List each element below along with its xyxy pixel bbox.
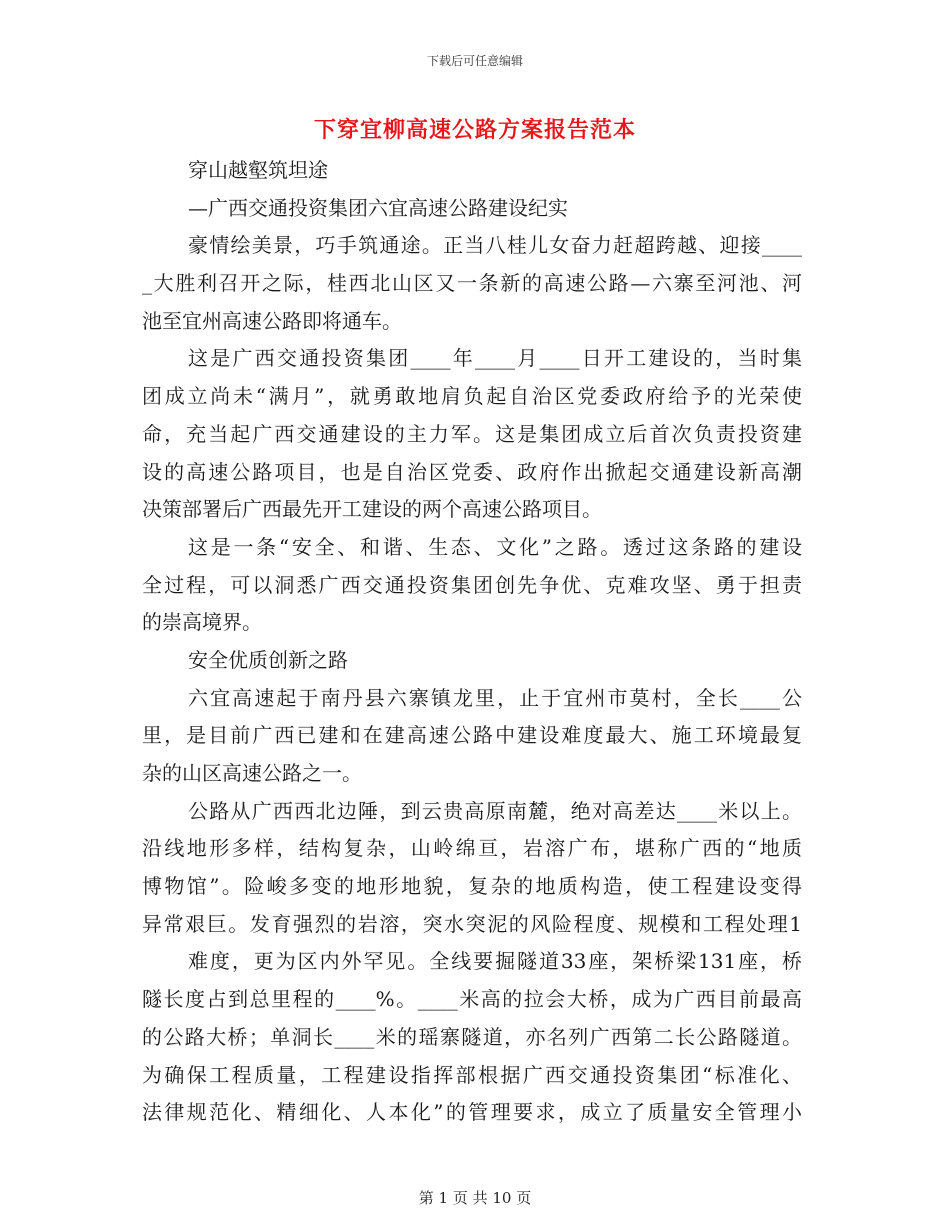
paragraph-line: 豪情绘美景，巧手筑通途。正当八桂儿女奋力赶超跨越、迎接____ bbox=[188, 233, 802, 258]
paragraph-line: 博物馆”。险峻多变的地形地貌，复杂的地质构造，使工程建设变得 bbox=[142, 874, 802, 899]
document-body bbox=[142, 152, 802, 1132]
section-heading: 安全优质创新之路 bbox=[188, 647, 348, 672]
paragraph-line: 六宜高速起于南丹县六寨镇龙里，止于宜州市莫村，全长____公 bbox=[188, 685, 802, 710]
paragraph-line: 为确保工程质量，工程建设指挥部根据广西交通投资集团“标准化、 bbox=[142, 1062, 802, 1087]
paragraph-line: 的公路大桥；单洞长____米的瑶寨隧道，亦名列广西第二长公路隧道。 bbox=[142, 1024, 802, 1049]
paragraph-line: 难度，更为区内外罕见。全线要掘隧道33座，架桥梁131座，桥 bbox=[188, 949, 802, 974]
paragraph-line: 公路从广西西北边陲，到云贵高原南麓，绝对高差达____米以上。 bbox=[188, 798, 802, 823]
header-note: 下载后可任意编辑 bbox=[426, 54, 523, 68]
page-number-footer: 第 1 页 共 10 页 bbox=[418, 1189, 532, 1207]
paragraph-line: _大胜利召开之际，桂西北山区又一条新的高速公路—六寨至河池、河 bbox=[142, 271, 802, 296]
paragraph-line: 异常艰巨。发育强烈的岩溶，突水突泥的风险程度、规模和工程处理1 bbox=[142, 911, 802, 936]
paragraph-line: 团成立尚未“满月”，就勇敢地肩负起自治区党委政府给予的光荣使 bbox=[142, 384, 802, 409]
paragraph-line: 里，是目前广西已建和在建高速公路中建设难度最大、施工环境最复 bbox=[142, 723, 802, 748]
paragraph-line: 法律规范化、精细化、人本化”的管理要求，成立了质量安全管理小 bbox=[142, 1100, 802, 1125]
paragraph-line: 全过程，可以洞悉广西交通投资集团创先争优、克难攻坚、勇于担责 bbox=[142, 572, 802, 597]
paragraph-line: 池至宜州高速公路即将通车。 bbox=[142, 308, 402, 333]
paragraph-line: 命，充当起广西交通建设的主力军。这是集团成立后首次负责投资建 bbox=[142, 421, 802, 446]
document-title: 下穿宜柳高速公路方案报告范本 bbox=[313, 117, 636, 143]
paragraph-line: 隧长度占到总里程的____%。____米高的拉会大桥，成为广西目前最高 bbox=[142, 987, 802, 1012]
subtitle: —广西交通投资集团六宜高速公路建设纪实 bbox=[188, 195, 568, 220]
paragraph-line: 杂的山区高速公路之一。 bbox=[142, 761, 362, 785]
paragraph-line: 的崇高境界。 bbox=[142, 610, 262, 635]
paragraph-line: 这是广西交通投资集团____年____月____日开工建设的，当时集 bbox=[188, 346, 802, 371]
paragraph-line: 沿线地形多样，结构复杂，山岭绵亘，岩溶广布，堪称广西的“地质 bbox=[142, 836, 802, 861]
subheading: 穿山越壑筑坦途 bbox=[188, 158, 328, 182]
paragraph-line: 决策部署后广西最先开工建设的两个高速公路项目。 bbox=[142, 497, 602, 522]
paragraph-line: 设的高速公路项目，也是自治区党委、政府作出掀起交通建设新高潮 bbox=[142, 459, 802, 484]
paragraph-line: 这是一条“安全、和谐、生态、文化”之路。透过这条路的建设 bbox=[188, 534, 802, 559]
